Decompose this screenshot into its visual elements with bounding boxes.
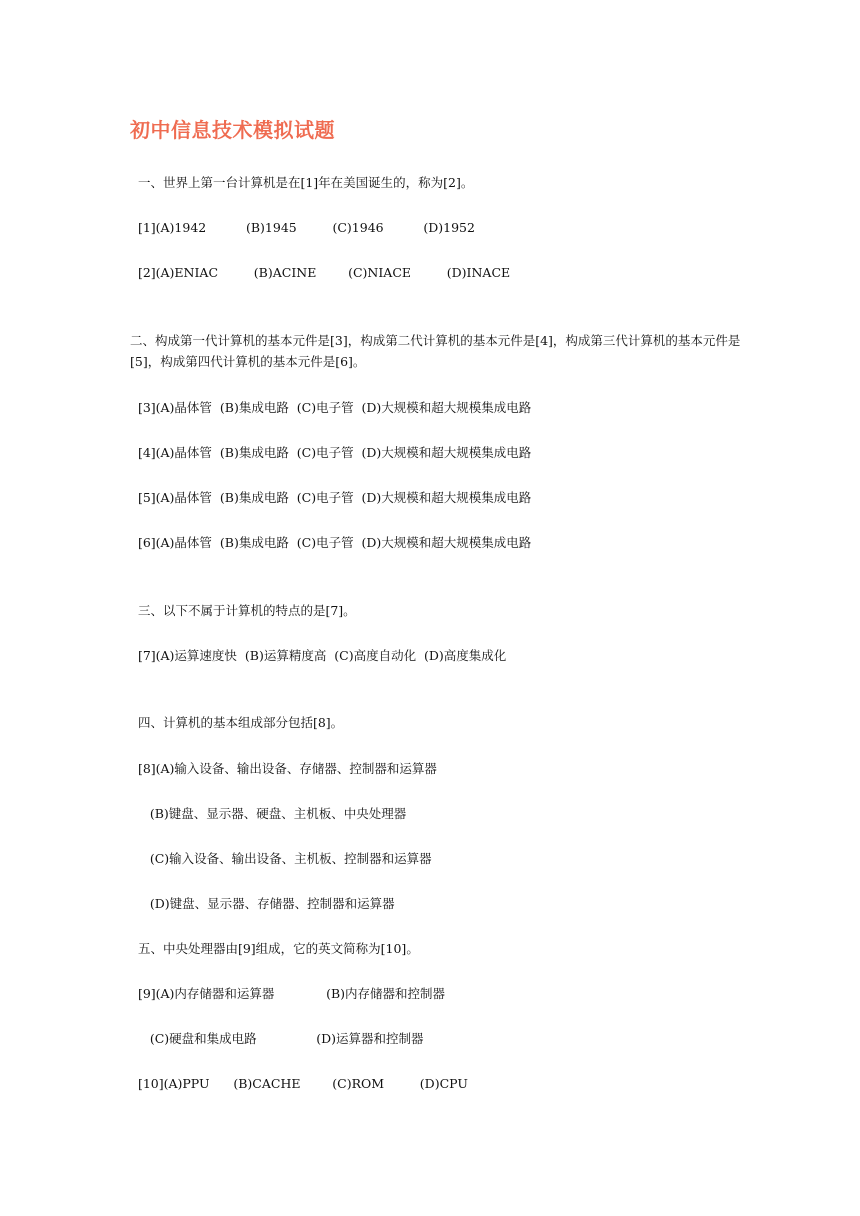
question-8-option-d: (D)键盘、显示器、存储器、控制器和运算器 [130,896,395,911]
question-1-options: [1](A)1942 (B)1945 (C)1946 (D)1952 [130,220,475,235]
question-8-option-c: (C)输入设备、输出设备、主机板、控制器和运算器 [130,851,432,866]
document-title: 初中信息技术模拟试题 [130,118,335,142]
question-7-options: [7](A)运算速度快 (B)运算精度高 (C)高度自动化 (D)高度集成化 [130,648,507,663]
question-10-options: [10](A)PPU (B)CACHE (C)ROM (D)CPU [130,1076,468,1091]
question-2-options: [2](A)ENIAC (B)ACINE (C)NIACE (D)INACE [130,265,511,280]
question-1-stem: 一、世界上第一台计算机是在[1]年在美国诞生的，称为[2]。 [130,175,474,190]
question-8-option-b: (B)键盘、显示器、硬盘、主机板、中央处理器 [130,806,407,821]
question-5-options: [5](A)晶体管 (B)集成电路 (C)电子管 (D)大规模和超大规模集成电路 [130,490,532,505]
question-2-stem: 二、构成第一代计算机的基本元件是[3]，构成第二代计算机的基本元件是[4]，构成第三代计算机的基本元件是[5]，构成第四代计算机的基本元件是[6]。 [130,333,741,369]
question-9-options-ab: [9](A)内存储器和运算器 (B)内存储器和控制器 [130,986,446,1001]
question-3-options: [3](A)晶体管 (B)集成电路 (C)电子管 (D)大规模和超大规模集成电路 [130,400,532,415]
question-5-stem: 五、中央处理器由[9]组成，它的英文简称为[10]。 [130,941,419,956]
question-3-stem: 三、以下不属于计算机的特点的是[7]。 [130,603,356,618]
question-4-options: [4](A)晶体管 (B)集成电路 (C)电子管 (D)大规模和超大规模集成电路 [130,445,532,460]
question-8-option-a: [8](A)输入设备、输出设备、存储器、控制器和运算器 [130,761,437,776]
question-4-stem: 四、计算机的基本组成部分包括[8]。 [130,715,344,730]
question-9-options-cd: (C)硬盘和集成电路 (D)运算器和控制器 [130,1031,424,1046]
question-6-options: [6](A)晶体管 (B)集成电路 (C)电子管 (D)大规模和超大规模集成电路 [130,535,532,550]
